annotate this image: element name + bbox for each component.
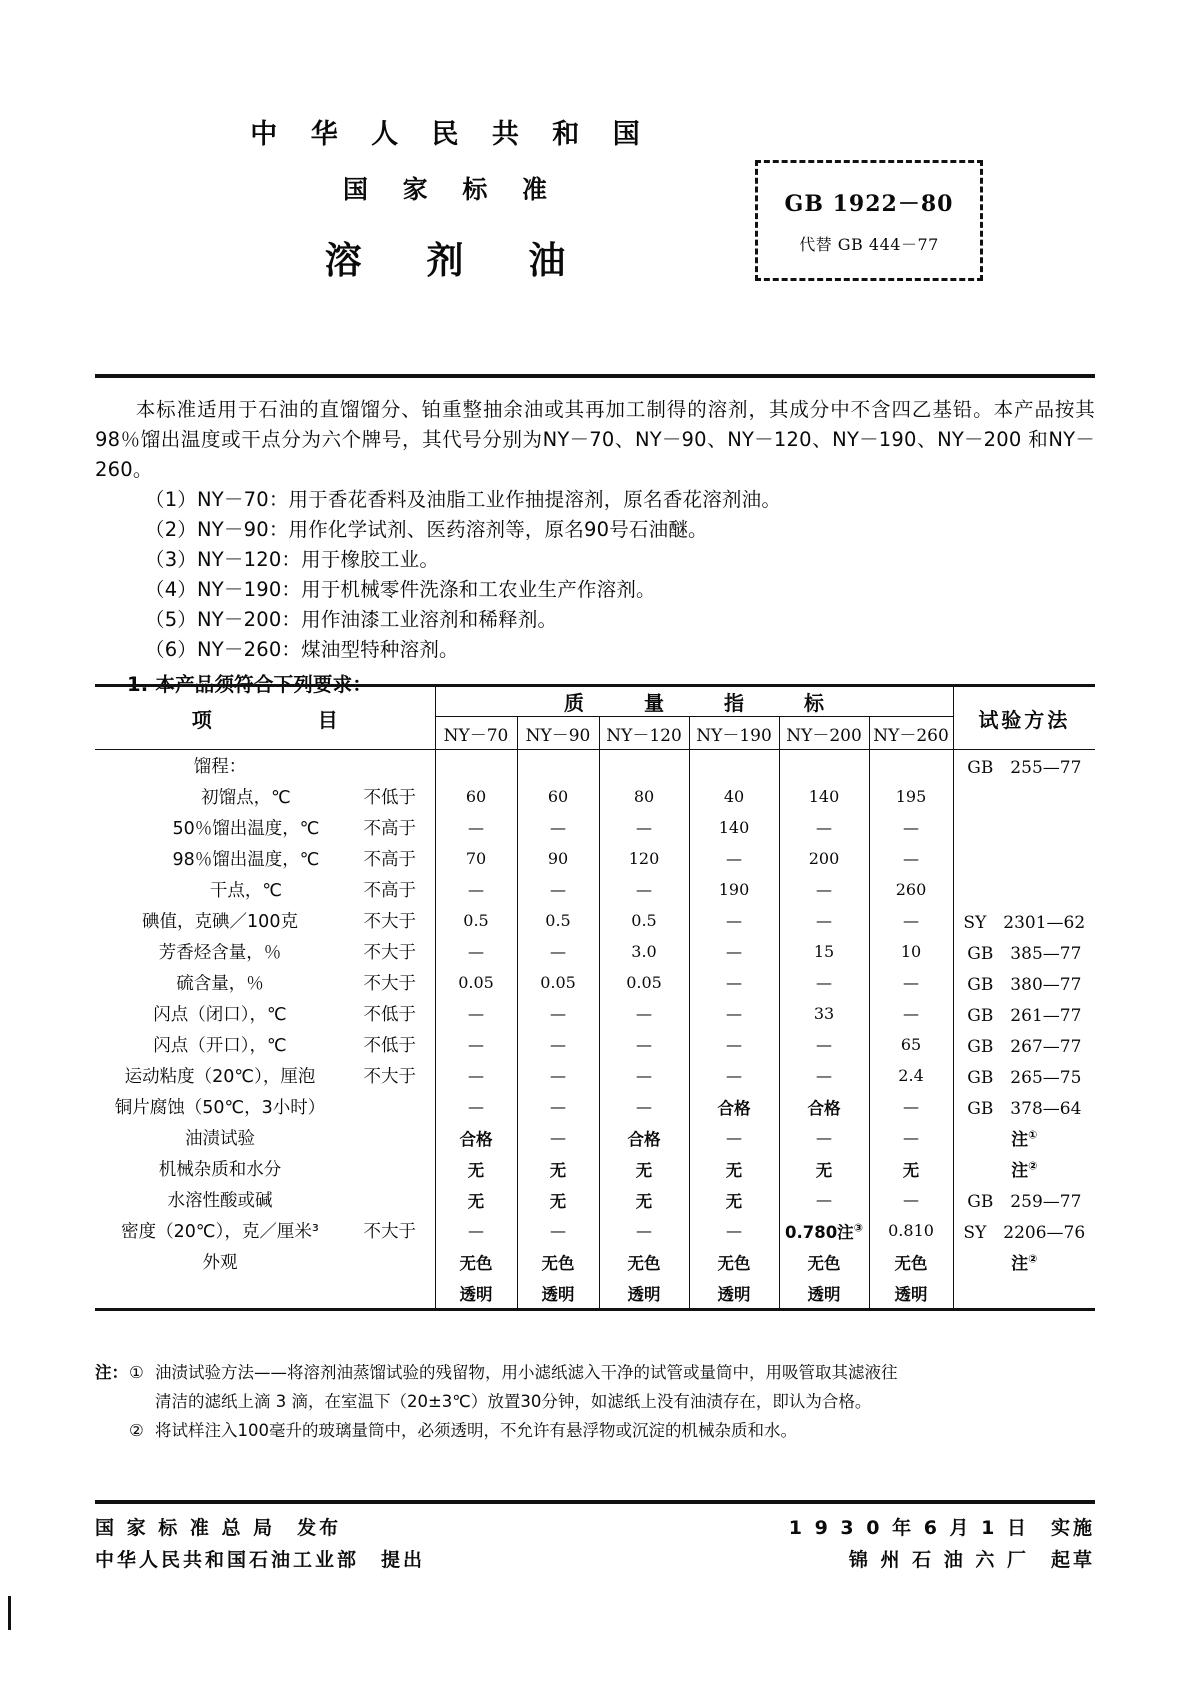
table-cell: — (435, 1029, 517, 1060)
table-cell: — (869, 1122, 953, 1153)
row-label: 闪点（闭口），℃ (153, 1005, 287, 1025)
header-divider (95, 374, 1095, 378)
footer-drafter: 锦 州 石 油 六 厂 起草 (848, 1549, 1095, 1571)
list-item: （2）NY－90：用作化学试剂、医药溶剂等，原名90号石油醚。 (145, 518, 708, 541)
table-row (95, 843, 1095, 874)
requirement-heading: 1. 本产品须符合下列要求： (127, 673, 373, 696)
row-limit (345, 750, 435, 782)
table-cell: — (435, 1215, 517, 1246)
note-mark: ② (129, 1421, 144, 1440)
table-cell: — (689, 1060, 779, 1091)
table-cell: — (599, 874, 689, 905)
table-cell: — (689, 1215, 779, 1246)
table-cell: — (599, 1029, 689, 1060)
table-cell: — (779, 1060, 869, 1091)
row-label: 水溶性酸或碱 (167, 1191, 273, 1211)
row-label: 运动粘度（20℃），厘泡 (124, 1067, 316, 1087)
table-cell: 无 (517, 1184, 599, 1215)
table-cell: 无色 (689, 1246, 779, 1277)
table-row (95, 998, 1095, 1029)
table-cell: 0.05 (517, 967, 599, 998)
table-cell: — (869, 998, 953, 1029)
table-cell: 透明 (435, 1277, 517, 1310)
table-row (95, 1215, 1095, 1246)
table-cell (779, 750, 869, 782)
intro-paragraph: 本标准适用于石油的直馏馏分、铂重整抽余油或其再加工制得的溶剂，其成分中不含四乙基铅。本产品按其98％馏出温度或干点分为六个牌号，其代号分别为NY－70、NY－90、NY－120、NY－190、NY－200 和NY－260。 (95, 398, 1095, 481)
table-cell: 60 (517, 781, 599, 812)
grade-header: NY－190 (696, 725, 772, 746)
table-cell: — (779, 874, 869, 905)
row-limit: 不大于 (363, 1222, 416, 1242)
row-label: 干点，℃ (209, 881, 283, 901)
table-cell (517, 750, 599, 782)
table-cell: — (869, 967, 953, 998)
table-cell: 无 (599, 1184, 689, 1215)
row-limit (345, 1091, 435, 1122)
row-limit (345, 1122, 435, 1153)
table-cell: 透明 (689, 1277, 779, 1310)
document-header (95, 120, 1095, 350)
note-text-continued: 清洁的滤纸上滴 3 滴，在室温下（20±3℃）放置30分钟，如滤纸上没有油渍存在，即认为合格。 (155, 1392, 872, 1411)
table-cell: 2.4 (869, 1060, 953, 1091)
table-row (95, 936, 1095, 967)
row-label (95, 1277, 345, 1310)
table-cell: 0.05 (435, 967, 517, 998)
table-cell: 合格 (435, 1122, 517, 1153)
table-row (95, 1153, 1095, 1184)
table-cell: 0.5 (435, 905, 517, 936)
table-cell: — (599, 1215, 689, 1246)
table-cell: 0.5 (599, 905, 689, 936)
table-cell: 合格 (689, 1091, 779, 1122)
table-cell: 无色 (517, 1246, 599, 1277)
row-limit: 不低于 (363, 788, 416, 808)
footer-issuer: 国 家 标 准 总 局 发布 (95, 1517, 342, 1539)
row-label: 硫含量，％ (176, 974, 264, 994)
row-limit: 不低于 (363, 1005, 416, 1025)
table-cell: 合格 (599, 1122, 689, 1153)
col-header-method: 试验方法 (978, 707, 1071, 732)
table-cell: 无 (869, 1153, 953, 1184)
row-limit (345, 1153, 435, 1184)
table-cell: — (435, 1060, 517, 1091)
page-title: 溶 剂 油 (324, 239, 592, 283)
footer-divider (95, 1500, 1095, 1504)
table-cell: — (599, 812, 689, 843)
table-cell: — (689, 967, 779, 998)
grade-header: NY－90 (525, 725, 591, 746)
table-row (95, 781, 1095, 812)
row-limit (345, 1277, 435, 1310)
table-cell: 无 (517, 1153, 599, 1184)
row-limit (345, 1184, 435, 1215)
table-cell (689, 750, 779, 782)
table-cell: — (779, 1184, 869, 1215)
table-cell: — (517, 1029, 599, 1060)
standard-label: 国 家 标 准 (342, 174, 561, 204)
test-method (953, 781, 1095, 812)
note-text: 油渍试验方法——将溶剂油蒸馏试验的残留物，用小滤纸滤入干净的试管或量筒中，用吸管取其滤液往 (155, 1363, 898, 1382)
table-cell: — (869, 843, 953, 874)
table-cell: — (689, 998, 779, 1029)
page-edge-mark (8, 1596, 11, 1630)
table-cell: — (779, 967, 869, 998)
table-cell: 无 (779, 1153, 869, 1184)
document-footer (95, 1512, 1095, 1576)
table-cell: 15 (779, 936, 869, 967)
table-cell: — (779, 812, 869, 843)
grade-header: NY－120 (606, 725, 682, 746)
table-cell: 无色 (869, 1246, 953, 1277)
table-cell: — (779, 1122, 869, 1153)
table-row (95, 1029, 1095, 1060)
standard-code: GB 1922－80 (784, 190, 954, 217)
table-cell: 无色 (435, 1246, 517, 1277)
test-method: GB 385—77 (953, 936, 1095, 967)
grade-header: NY－260 (873, 725, 949, 746)
table-row (95, 874, 1095, 905)
table-row (95, 750, 1095, 782)
test-method: 注② (953, 1153, 1095, 1184)
row-label: 闪点（开口），℃ (153, 1036, 287, 1056)
test-method: GB 378—64 (953, 1091, 1095, 1122)
footer-proposer: 中华人民共和国石油工业部 提出 (95, 1549, 426, 1571)
table-cell: — (599, 1091, 689, 1122)
table-cell: 260 (869, 874, 953, 905)
table-cell: 无 (435, 1153, 517, 1184)
table-cell: 无 (689, 1153, 779, 1184)
row-label: 外观 (202, 1253, 238, 1273)
table-cell: — (869, 812, 953, 843)
table-cell: — (435, 936, 517, 967)
table-cell: 65 (869, 1029, 953, 1060)
table-cell: 80 (599, 781, 689, 812)
spec-table-body (95, 750, 1095, 1310)
table-cell: — (689, 1122, 779, 1153)
table-cell: — (435, 1091, 517, 1122)
table-cell: 70 (435, 843, 517, 874)
test-method: GB 259—77 (953, 1184, 1095, 1215)
note-mark: ① (129, 1363, 144, 1382)
table-cell: 合格 (779, 1091, 869, 1122)
table-cell: 0.810 (869, 1215, 953, 1246)
list-item: （1）NY－70：用于香花香料及油脂工业作抽提溶剂，原名香花溶剂油。 (145, 488, 782, 511)
row-limit: 不高于 (363, 881, 416, 901)
table-row (95, 1122, 1095, 1153)
table-cell: 0.05 (599, 967, 689, 998)
table-cell: — (869, 1091, 953, 1122)
row-limit: 不低于 (363, 1036, 416, 1056)
table-cell: — (779, 1029, 869, 1060)
row-label: 芳香烃含量，％ (158, 943, 282, 963)
table-cell: 无 (435, 1184, 517, 1215)
table-cell: 透明 (869, 1277, 953, 1310)
table-cell: — (435, 812, 517, 843)
table-cell: — (435, 998, 517, 1029)
table-cell (869, 750, 953, 782)
table-cell: 透明 (517, 1277, 599, 1310)
note-item (95, 1416, 1095, 1445)
row-label: 机械杂质和水分 (158, 1160, 282, 1180)
grade-header: NY－70 (443, 725, 509, 746)
table-cell: — (869, 1184, 953, 1215)
row-limit: 不大于 (363, 943, 416, 963)
row-label: 馏程： (95, 750, 345, 782)
table-cell: — (689, 936, 779, 967)
table-cell: 60 (435, 781, 517, 812)
list-item: （4）NY－190：用于机械零件洗涤和工农业生产作溶剂。 (145, 578, 656, 601)
notes-section (95, 1358, 1095, 1445)
table-row (95, 1060, 1095, 1091)
table-cell: 无色 (779, 1246, 869, 1277)
table-cell (435, 750, 517, 782)
grade-header: NY－200 (786, 725, 862, 746)
table-cell: 3.0 (599, 936, 689, 967)
standard-code-box (755, 160, 983, 281)
table-cell: — (599, 998, 689, 1029)
list-item: （5）NY－200：用作油漆工业溶剂和稀释剂。 (145, 608, 558, 631)
row-limit: 不高于 (363, 819, 416, 839)
table-row (95, 1277, 1095, 1310)
table-cell: 140 (689, 812, 779, 843)
table-cell: 40 (689, 781, 779, 812)
test-method: SY 2206—76 (953, 1215, 1095, 1246)
table-cell: — (689, 1029, 779, 1060)
test-method (953, 812, 1095, 843)
table-cell: 透明 (599, 1277, 689, 1310)
test-method: SY 2301—62 (953, 905, 1095, 936)
table-cell: 无 (599, 1153, 689, 1184)
table-row (95, 1091, 1095, 1122)
standard-code-replaces: 代替 GB 444－77 (799, 234, 939, 254)
row-label: 密度（20℃），克／厘米³ (121, 1222, 319, 1242)
test-method: GB 380—77 (953, 967, 1095, 998)
footer-effective-date: 1 9 3 0 年 6 月 1 日 实施 (788, 1517, 1095, 1539)
table-cell: — (517, 1122, 599, 1153)
table-cell: 140 (779, 781, 869, 812)
row-label: 初馏点，℃ (201, 788, 291, 808)
test-method (953, 874, 1095, 905)
table-cell: 195 (869, 781, 953, 812)
test-method (953, 843, 1095, 874)
test-method: 注② (953, 1246, 1095, 1277)
table-cell: — (517, 1060, 599, 1091)
list-item: （3）NY－120：用于橡胶工业。 (145, 548, 440, 571)
table-row (95, 905, 1095, 936)
test-method: GB 255—77 (953, 750, 1095, 782)
row-label: 98％馏出温度，℃ (172, 850, 320, 870)
table-cell: 0.5 (517, 905, 599, 936)
note-text: 将试样注入100毫升的玻璃量筒中，必须透明，不允许有悬浮物或沉淀的机械杂质和水。 (155, 1421, 797, 1440)
table-cell: — (599, 1060, 689, 1091)
table-cell: — (869, 905, 953, 936)
notes-label: 注： (95, 1363, 128, 1382)
spec-table-head (95, 686, 1095, 750)
table-cell: — (689, 843, 779, 874)
row-label: 油渍试验 (185, 1129, 255, 1149)
table-cell: 190 (689, 874, 779, 905)
row-limit: 不高于 (363, 850, 416, 870)
row-limit: 不大于 (363, 974, 416, 994)
row-label: 铜片腐蚀（50℃，3小时） (114, 1098, 326, 1118)
table-cell: — (517, 1215, 599, 1246)
table-row (95, 812, 1095, 843)
row-limit: 不大于 (363, 1067, 416, 1087)
intro-section (95, 395, 1095, 700)
table-cell: 10 (869, 936, 953, 967)
table-cell: 透明 (779, 1277, 869, 1310)
table-cell: 120 (599, 843, 689, 874)
test-method: GB 267—77 (953, 1029, 1095, 1060)
table-cell: — (517, 998, 599, 1029)
table-cell (599, 750, 689, 782)
notes-label-spacer (95, 1416, 129, 1445)
table-cell: 0.780注③ (779, 1215, 869, 1246)
spec-table (95, 684, 1095, 1311)
table-cell: 200 (779, 843, 869, 874)
table-cell: — (779, 905, 869, 936)
title-block (195, 120, 695, 282)
test-method (953, 1277, 1095, 1310)
test-method: GB 261—77 (953, 998, 1095, 1029)
list-item: （6）NY－260：煤油型特种溶剂。 (145, 638, 459, 661)
table-row (95, 1184, 1095, 1215)
table-row (95, 967, 1095, 998)
col-header-item: 项 目 (191, 707, 360, 732)
table-row (95, 1246, 1095, 1277)
table-cell: 无 (689, 1184, 779, 1215)
row-label: 50％馏出温度，℃ (172, 819, 320, 839)
row-limit: 不大于 (363, 912, 416, 932)
note-item (95, 1358, 1095, 1387)
table-cell: — (517, 936, 599, 967)
row-label: 碘值，克碘／100克 (142, 912, 298, 932)
table-cell: 90 (517, 843, 599, 874)
test-method: 注① (953, 1122, 1095, 1153)
col-header-quality: 质 量 指 标 (564, 691, 845, 715)
table-cell: — (689, 905, 779, 936)
test-method: GB 265—75 (953, 1060, 1095, 1091)
row-limit (345, 1246, 435, 1277)
table-cell: 无色 (599, 1246, 689, 1277)
table-cell: — (517, 874, 599, 905)
nation-name: 中 华 人 民 共 和 国 (250, 119, 652, 150)
table-cell: — (517, 812, 599, 843)
spec-table-wrap (95, 684, 1095, 1311)
table-cell: — (517, 1091, 599, 1122)
table-cell: 33 (779, 998, 869, 1029)
table-cell: — (435, 874, 517, 905)
